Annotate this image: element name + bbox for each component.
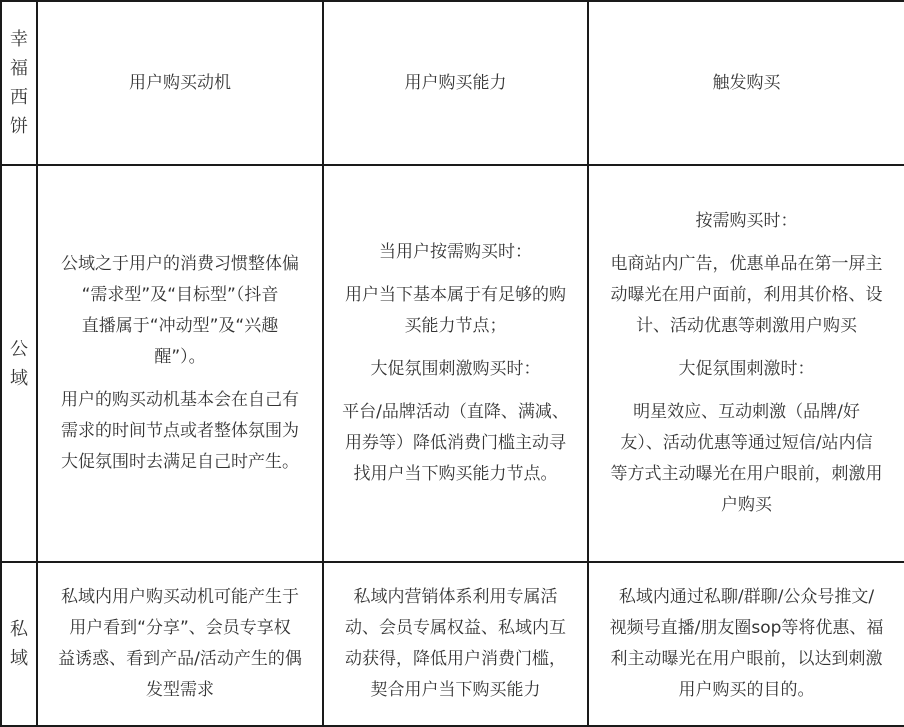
text-line: 买能力节点； xyxy=(404,316,507,336)
public-ability-paragraph-2 xyxy=(342,397,569,490)
text-line: 视频号直播/朋友圈sop等将优惠、福 xyxy=(609,618,884,638)
private-motive-cell xyxy=(37,562,323,726)
public-trigger-heading-1: 按需购买时： xyxy=(695,211,798,231)
text-line: 平台/品牌活动（直降、满减、 xyxy=(342,402,569,422)
text-line: 用户的购买动机基本会在自己有 xyxy=(61,390,299,410)
public-domain-row xyxy=(1,165,904,562)
header-motive-text: 用户购买动机 xyxy=(129,72,231,93)
public-ability-paragraph-1 xyxy=(345,280,566,342)
text-line: 私域内通过私聊/群聊/公众号推文/ xyxy=(618,587,875,607)
header-motive xyxy=(37,1,323,165)
text-line: 发型需求 xyxy=(146,680,214,700)
private-label-char: 域 xyxy=(10,648,28,669)
text-line: 醒”）。 xyxy=(154,347,206,367)
public-motive-paragraph-2 xyxy=(61,385,299,478)
text-line: 需求的时间节点或者整体氛围为 xyxy=(61,421,299,441)
public-ability-heading-2: 大促氛围刺激购买时： xyxy=(370,359,541,379)
text-line: 用户购买的目的。 xyxy=(678,680,815,700)
header-trigger-text: 触发购买 xyxy=(712,72,781,93)
public-motive-cell xyxy=(37,165,323,562)
public-trigger-cell xyxy=(588,165,904,562)
text-line: 益诱惑、看到产品/活动产生的偶 xyxy=(58,649,302,669)
brand-label-cell xyxy=(1,1,37,165)
text-line: 直播属于“冲动型”及“兴趣 xyxy=(81,316,279,336)
header-trigger xyxy=(588,1,904,165)
brand-char: 福 xyxy=(10,58,28,79)
text-line: 大促氛围时去满足自己时产生。 xyxy=(61,452,299,472)
text-line: 契合用户当下购买能力 xyxy=(370,680,541,700)
public-label-char: 公 xyxy=(10,338,28,360)
header-ability xyxy=(323,1,588,165)
private-domain-label xyxy=(1,562,37,726)
public-ability-heading-1: 当用户按需购买时： xyxy=(379,242,532,262)
text-line: 计、活动优惠等刺激用户购买 xyxy=(636,316,857,336)
text-line: 电商站内广告，优惠单品在第一屏主 xyxy=(610,254,883,274)
brand-char: 饼 xyxy=(10,116,28,137)
header-ability-text: 用户购买能力 xyxy=(404,72,507,93)
private-label-char: 私 xyxy=(10,619,28,640)
private-domain-row xyxy=(1,562,904,726)
public-ability-cell xyxy=(323,165,588,562)
public-motive-paragraph-1 xyxy=(61,249,299,373)
text-line: 私域内用户购买动机可能产生于 xyxy=(61,587,299,607)
text-line: 友）、活动优惠等通过短信/站内信 xyxy=(620,433,873,453)
text-line: 动获得，降低用户消费门槛， xyxy=(345,649,566,669)
private-trigger-cell xyxy=(588,562,904,726)
public-domain-label xyxy=(1,165,37,562)
text-line: 明星效应、互动刺激（品牌/好 xyxy=(633,402,860,422)
text-line: 找用户当下购买能力节点。 xyxy=(353,464,558,484)
public-label-char: 域 xyxy=(10,367,28,389)
text-line: 用户当下基本属于有足够的购 xyxy=(345,285,566,305)
text-line: 动曝光在用户面前，利用其价格、设 xyxy=(610,285,883,305)
text-line: 私域内营销体系利用专属活 xyxy=(353,587,558,607)
text-line: 用券等）降低消费门槛主动寻 xyxy=(344,433,566,453)
text-line: 公域之于用户的消费习惯整体偏 xyxy=(61,254,299,274)
text-line: 户购买 xyxy=(721,495,772,515)
brand-char: 西 xyxy=(10,87,28,108)
private-ability-cell xyxy=(323,562,588,726)
public-trigger-paragraph-1 xyxy=(611,249,883,342)
text-line: “需求型”及“目标型”（抖音 xyxy=(81,285,279,305)
text-line: 等方式主动曝光在用户眼前，刺激用 xyxy=(610,464,883,484)
public-trigger-paragraph-2 xyxy=(611,397,883,521)
text-line: 用户看到“分享”、会员专享权 xyxy=(69,618,291,638)
text-line: 动、会员专属权益、私域内互 xyxy=(345,618,566,638)
public-trigger-heading-2: 大促氛围刺激时： xyxy=(678,359,815,379)
header-row xyxy=(1,1,904,165)
text-line: 利主动曝光在用户眼前，以达到刺激 xyxy=(610,649,883,669)
brand-char: 幸 xyxy=(10,29,28,50)
